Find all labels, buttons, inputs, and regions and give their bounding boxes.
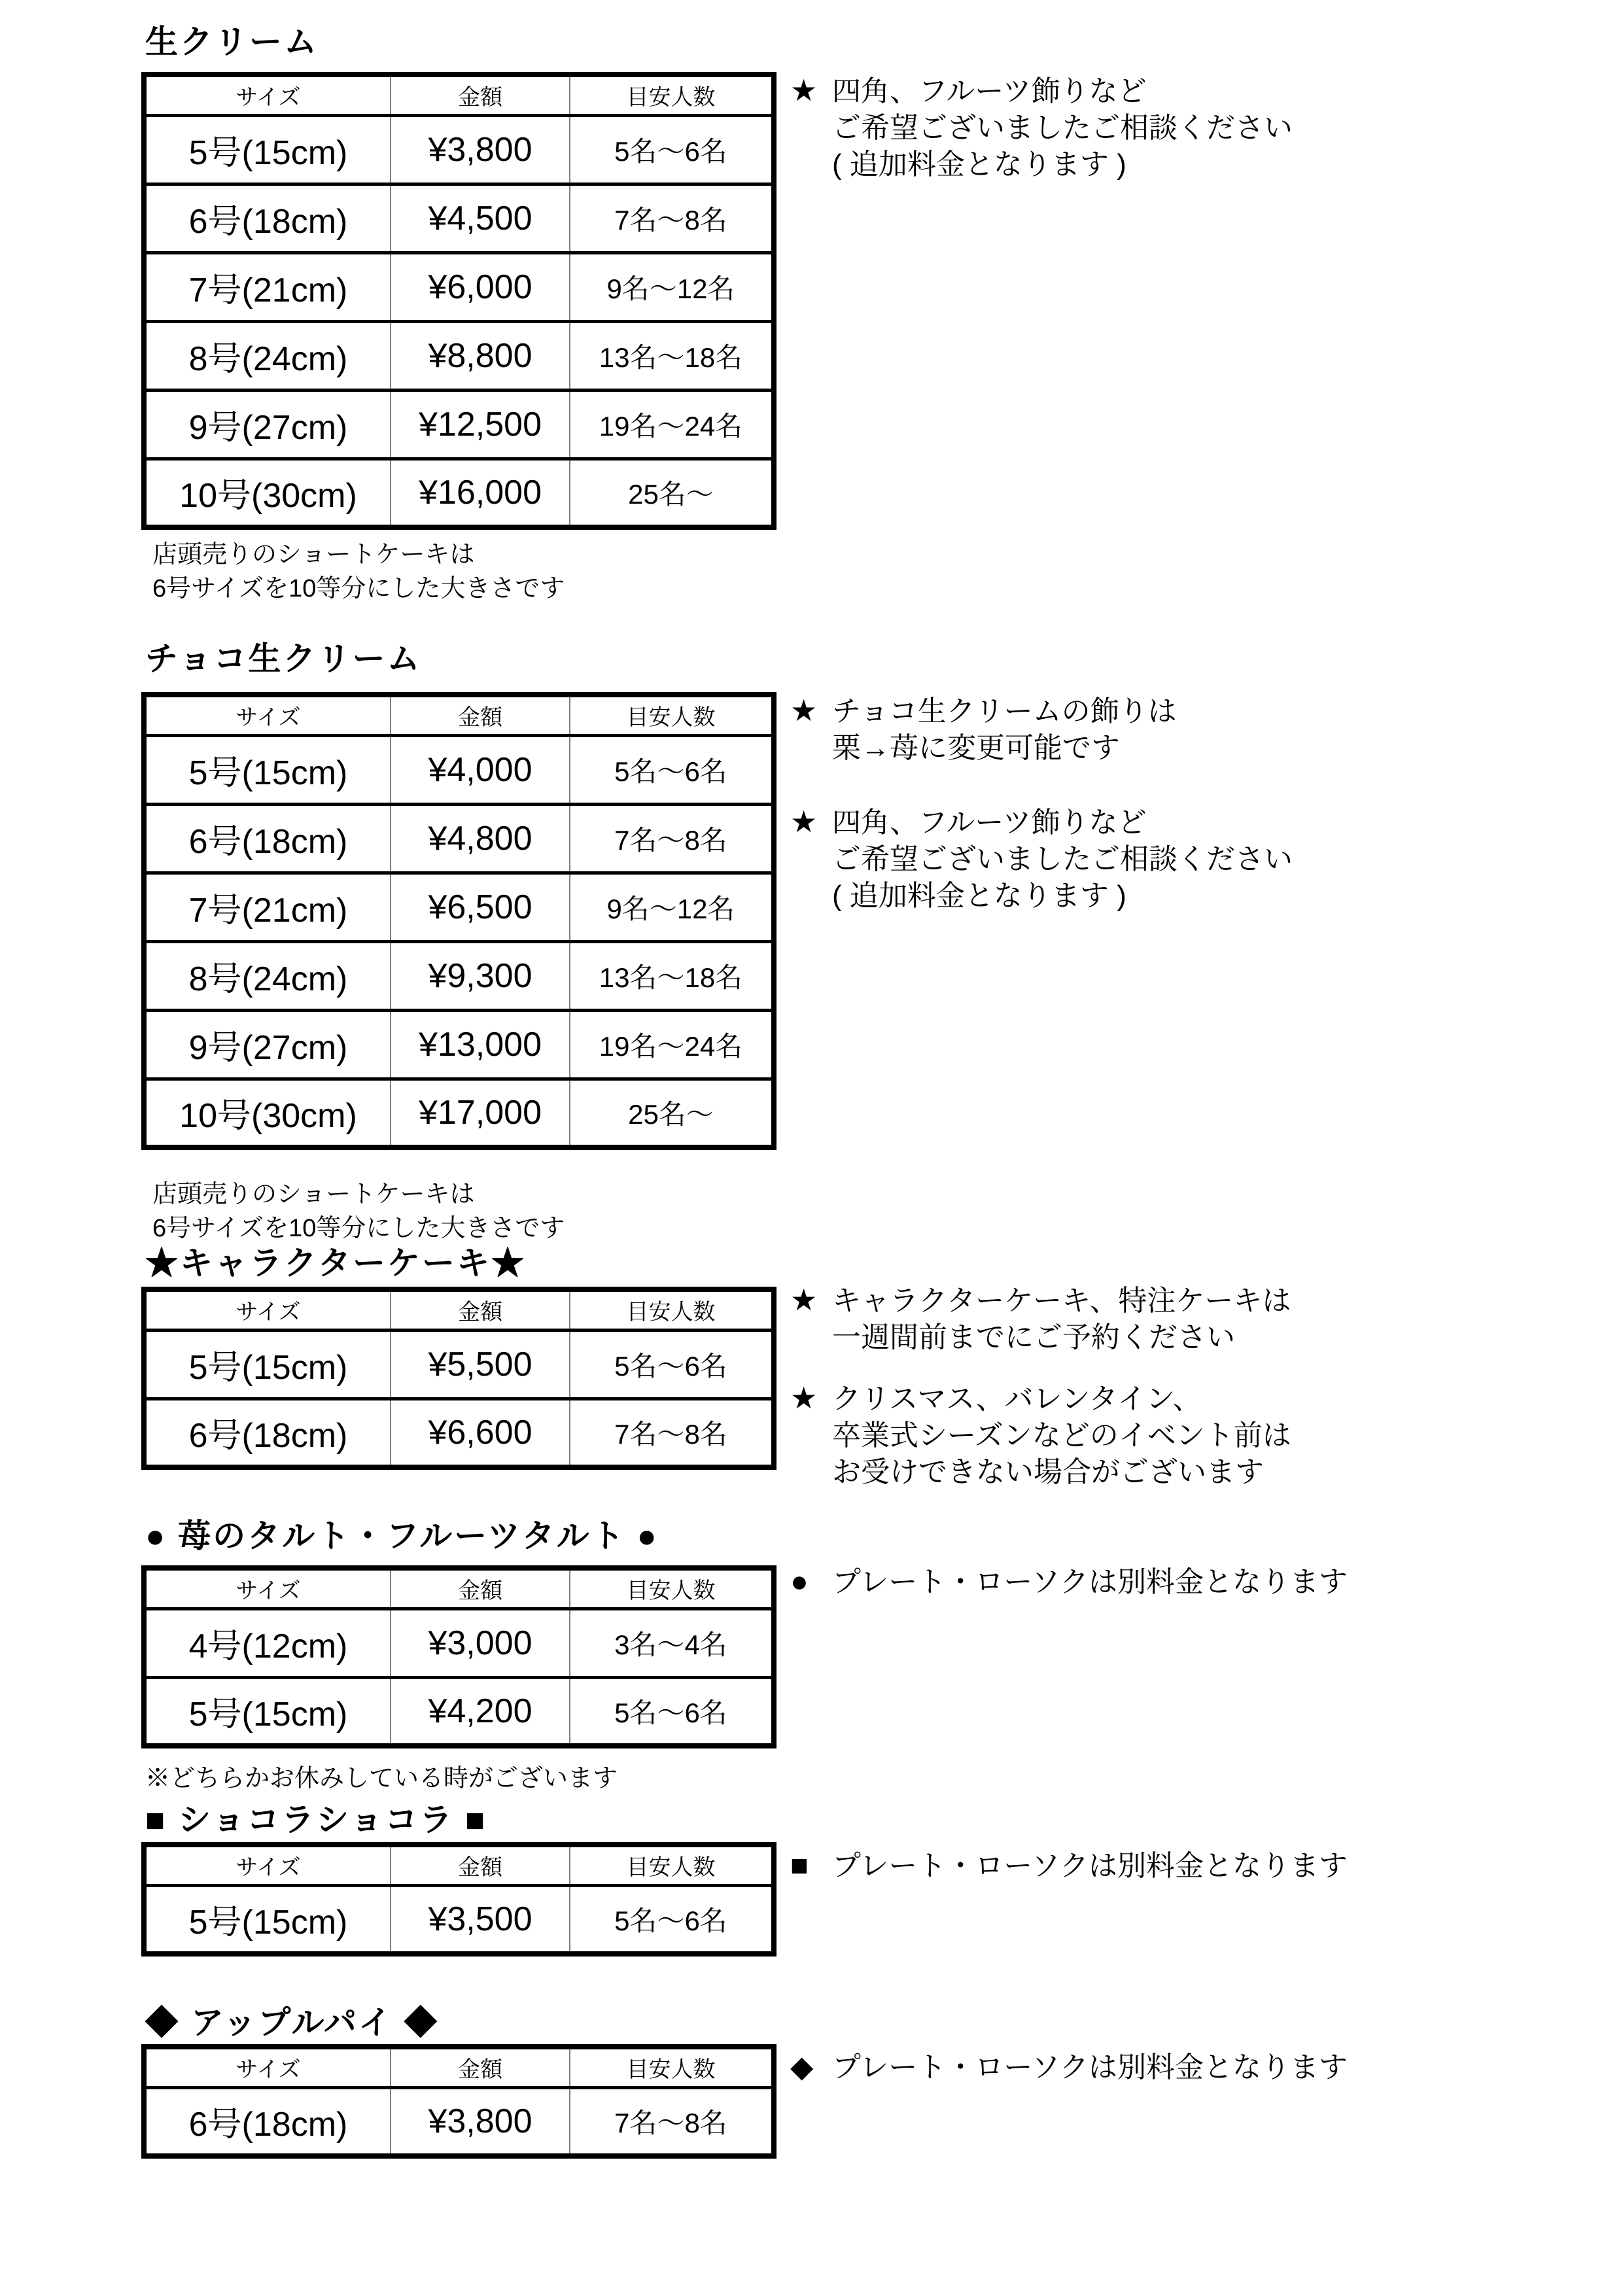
- col-header-people: 目安人数: [570, 2047, 774, 2087]
- star-bullet-icon: ★: [790, 805, 818, 839]
- note-line: ご希望ございましたご相談ください: [832, 843, 1293, 875]
- table-row: [144, 1677, 774, 1746]
- note-line: ( 追加料金となります ): [832, 880, 1126, 912]
- star-bullet-icon: ★: [790, 73, 818, 107]
- table-header-row: [144, 1845, 774, 1885]
- cell-price: ¥3,800: [391, 2087, 570, 2156]
- col-header-people: 目安人数: [570, 1568, 774, 1609]
- table-footnote: [152, 1177, 1623, 1245]
- cell-people: 9名〜12名: [570, 252, 774, 321]
- note-line: 卒業式シーズンなどのイベント前は: [832, 1419, 1291, 1452]
- square-bullet-icon: ■: [790, 1848, 809, 1882]
- table-row: [144, 873, 774, 941]
- cell-people: 7名〜8名: [570, 184, 774, 252]
- star-bullet-icon: ★: [790, 693, 818, 727]
- note-line: 四角、フルーツ飾りなど: [832, 807, 1147, 839]
- table-row: [144, 1010, 774, 1079]
- cell-price: ¥4,800: [391, 804, 570, 873]
- table-wrap: [141, 72, 1623, 530]
- cell-price: ¥9,300: [391, 941, 570, 1010]
- note-lines: [832, 1381, 1621, 1491]
- cell-size: 6号(18cm): [144, 1399, 391, 1467]
- section-title: 生クリーム: [145, 24, 319, 60]
- table-footnote: [152, 538, 1623, 606]
- cell-price: ¥3,800: [391, 115, 570, 184]
- note-line: 四角、フルーツ飾りなど: [832, 75, 1147, 107]
- note: [790, 805, 1621, 914]
- note: [790, 1564, 1621, 1601]
- cell-price: ¥5,500: [391, 1330, 570, 1399]
- note-lines: [832, 2049, 1621, 2086]
- cell-size: 5号(15cm): [144, 115, 391, 184]
- cell-size: 5号(15cm): [144, 1330, 391, 1399]
- col-header-size: サイズ: [144, 2047, 391, 2087]
- note: [790, 693, 1621, 767]
- note: [790, 1283, 1621, 1356]
- note-line: お受けできない場合がございます: [832, 1456, 1264, 1488]
- cell-size: 5号(15cm): [144, 1885, 391, 1954]
- cell-people: 9名〜12名: [570, 873, 774, 941]
- price-table: [141, 2044, 777, 2159]
- col-header-people: 目安人数: [570, 75, 774, 115]
- note-lines: [832, 1848, 1621, 1885]
- col-header-price: 金額: [391, 75, 570, 115]
- table-row: [144, 1399, 774, 1467]
- cell-size: 6号(18cm): [144, 2087, 391, 2156]
- col-header-people: 目安人数: [570, 695, 774, 735]
- star-bullet-icon: ★: [790, 1283, 818, 1317]
- table-row: [144, 252, 774, 321]
- cell-price: ¥17,000: [391, 1079, 570, 1147]
- cell-people: 7名〜8名: [570, 1399, 774, 1467]
- cell-size: 5号(15cm): [144, 1677, 391, 1746]
- cell-size: 5号(15cm): [144, 735, 391, 804]
- note-line: ( 追加料金となります ): [832, 148, 1126, 181]
- table-header-row: [144, 1289, 774, 1330]
- section-title: ◆ アップルパイ ◆: [145, 2004, 439, 2041]
- cell-price: ¥4,500: [391, 184, 570, 252]
- note-line: 栗→苺に変更可能です: [832, 732, 1120, 764]
- note: [790, 1381, 1621, 1491]
- note-lines: [832, 805, 1621, 914]
- note-line: キャラクターケーキ、特注ケーキは: [832, 1285, 1291, 1317]
- price-table: [141, 1842, 777, 1957]
- footnote-line: 6号サイズを10等分にした大きさです: [152, 1215, 565, 1242]
- col-header-size: サイズ: [144, 1568, 391, 1609]
- section-fruit-tart: [141, 1518, 1623, 1796]
- table-wrap: [141, 692, 1623, 1150]
- cell-size: 6号(18cm): [144, 804, 391, 873]
- col-header-price: 金額: [391, 1289, 570, 1330]
- section-title: チョコ生クリーム: [145, 640, 422, 677]
- cell-size: 10号(30cm): [144, 1079, 391, 1147]
- col-header-size: サイズ: [144, 695, 391, 735]
- cell-people: 5名〜6名: [570, 1330, 774, 1399]
- note-line: 一週間前までにご予約ください: [832, 1321, 1235, 1353]
- note-line: チョコ生クリームの飾りは: [832, 695, 1177, 727]
- table-row: [144, 804, 774, 873]
- footnote-line: 店頭売りのショートケーキは: [152, 541, 475, 568]
- table-footnote: [145, 1762, 1623, 1796]
- cell-people: 19名〜24名: [570, 390, 774, 459]
- col-header-size: サイズ: [144, 1845, 391, 1885]
- cell-price: ¥13,000: [391, 1010, 570, 1079]
- section-chocolat: [141, 1802, 1623, 1957]
- note-lines: [832, 73, 1621, 183]
- diamond-bullet-icon: ◆: [790, 2049, 814, 2083]
- cell-price: ¥4,000: [391, 735, 570, 804]
- cell-people: 3名〜4名: [570, 1609, 774, 1677]
- table-row: [144, 390, 774, 459]
- section-title: ★キャラクターケーキ★: [145, 1245, 526, 1281]
- price-table: [141, 72, 777, 530]
- note-line: プレート・ローソクは別料金となります: [832, 1850, 1348, 1882]
- cell-people: 5名〜6名: [570, 1677, 774, 1746]
- price-table: [141, 1565, 777, 1748]
- col-header-price: 金額: [391, 1845, 570, 1885]
- notes-column: [790, 693, 1621, 914]
- col-header-people: 目安人数: [570, 1845, 774, 1885]
- section-title: ■ ショコラショコラ ■: [145, 1801, 487, 1838]
- cell-people: 25名〜: [570, 459, 774, 527]
- cell-size: 7号(21cm): [144, 873, 391, 941]
- notes-column: [790, 2049, 1621, 2086]
- cell-price: ¥6,600: [391, 1399, 570, 1467]
- cell-size: 8号(24cm): [144, 941, 391, 1010]
- note-line: プレート・ローソクは別料金となります: [832, 2051, 1348, 2083]
- cell-people: 19名〜24名: [570, 1010, 774, 1079]
- col-header-price: 金額: [391, 695, 570, 735]
- table-header-row: [144, 695, 774, 735]
- table-row: [144, 1609, 774, 1677]
- table-row: [144, 1330, 774, 1399]
- table-row: [144, 459, 774, 527]
- note: [790, 73, 1621, 183]
- notes-column: [790, 1564, 1621, 1601]
- table-header-row: [144, 1568, 774, 1609]
- col-header-price: 金額: [391, 1568, 570, 1609]
- table-row: [144, 735, 774, 804]
- note-line: プレート・ローソクは別料金となります: [832, 1566, 1348, 1598]
- notes-column: [790, 1283, 1621, 1491]
- table-row: [144, 2087, 774, 2156]
- cell-people: 7名〜8名: [570, 804, 774, 873]
- section-character-cake: [141, 1245, 1623, 1488]
- note-lines: [832, 693, 1621, 767]
- cell-people: 5名〜6名: [570, 735, 774, 804]
- note: [790, 2049, 1621, 2086]
- footnote-line: 6号サイズを10等分にした大きさです: [152, 575, 565, 602]
- table-row: [144, 941, 774, 1010]
- cell-price: ¥6,500: [391, 873, 570, 941]
- cell-people: 7名〜8名: [570, 2087, 774, 2156]
- cell-price: ¥4,200: [391, 1677, 570, 1746]
- table-row: [144, 321, 774, 390]
- cell-people: 13名〜18名: [570, 321, 774, 390]
- cell-price: ¥16,000: [391, 459, 570, 527]
- table-row: [144, 1079, 774, 1147]
- table-wrap: [141, 1842, 1623, 1957]
- cell-size: 6号(18cm): [144, 184, 391, 252]
- table-row: [144, 115, 774, 184]
- note: [790, 1848, 1621, 1885]
- cell-size: 8号(24cm): [144, 321, 391, 390]
- footnote-line: 店頭売りのショートケーキは: [152, 1181, 475, 1208]
- note-line: ご希望ございましたご相談ください: [832, 112, 1293, 144]
- col-header-size: サイズ: [144, 1289, 391, 1330]
- notes-column: [790, 73, 1621, 183]
- table-wrap: [141, 2044, 1623, 2159]
- note-lines: [832, 1564, 1621, 1601]
- notes-column: [790, 1848, 1621, 1885]
- table-row: [144, 184, 774, 252]
- section-title: ● 苺のタルト・フルーツタルト ●: [145, 1518, 659, 1554]
- price-table: [141, 1287, 777, 1470]
- cell-price: ¥12,500: [391, 390, 570, 459]
- cell-size: 9号(27cm): [144, 390, 391, 459]
- table-wrap: [141, 1565, 1623, 1748]
- cell-people: 5名〜6名: [570, 115, 774, 184]
- section-apple-pie: [141, 2005, 1623, 2159]
- section-fresh-cream: [141, 24, 1623, 606]
- table-wrap: [141, 1283, 1623, 1488]
- cell-people: 5名〜6名: [570, 1885, 774, 1954]
- circle-bullet-icon: ●: [790, 1564, 809, 1598]
- cell-people: 25名〜: [570, 1079, 774, 1147]
- table-header-row: [144, 75, 774, 115]
- cell-price: ¥8,800: [391, 321, 570, 390]
- price-table: [141, 692, 777, 1150]
- footnote-line: ※どちらかお休みしている時がございます: [145, 1765, 618, 1792]
- col-header-people: 目安人数: [570, 1289, 774, 1330]
- col-header-size: サイズ: [144, 75, 391, 115]
- table-header-row: [144, 2047, 774, 2087]
- cell-size: 9号(27cm): [144, 1010, 391, 1079]
- cell-price: ¥3,500: [391, 1885, 570, 1954]
- cell-price: ¥3,000: [391, 1609, 570, 1677]
- cell-size: 4号(12cm): [144, 1609, 391, 1677]
- col-header-price: 金額: [391, 2047, 570, 2087]
- cell-people: 13名〜18名: [570, 941, 774, 1010]
- section-choco-cream: [141, 641, 1623, 1245]
- cell-price: ¥6,000: [391, 252, 570, 321]
- table-row: [144, 1885, 774, 1954]
- star-bullet-icon: ★: [790, 1381, 818, 1415]
- cell-size: 7号(21cm): [144, 252, 391, 321]
- note-lines: [832, 1283, 1621, 1356]
- note-line: クリスマス、バレンタイン、: [832, 1383, 1202, 1415]
- cell-size: 10号(30cm): [144, 459, 391, 527]
